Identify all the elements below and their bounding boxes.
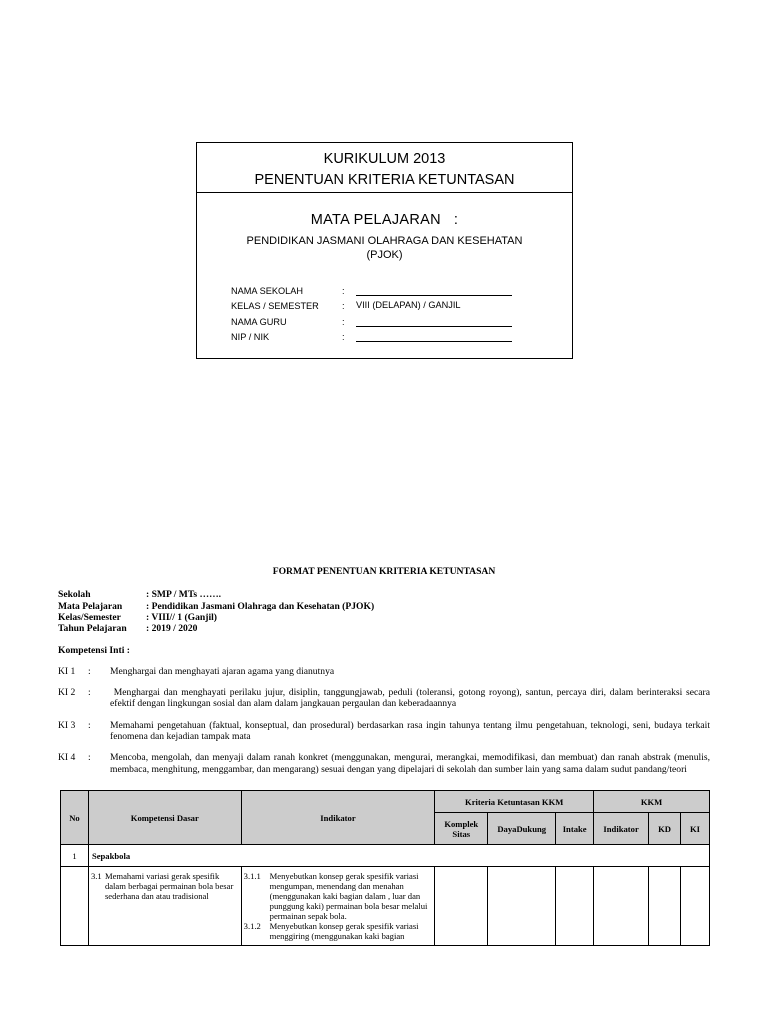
daya-dukung-cell: [488, 867, 556, 946]
ki-label: KI 3: [58, 719, 76, 731]
header-daya-dukung: DayaDukung: [488, 813, 556, 845]
cover-box: [196, 142, 573, 359]
info-value: : SMP / MTs …….: [146, 589, 222, 601]
ki-colon: :: [88, 665, 91, 677]
field-colon: :: [342, 285, 345, 296]
kd-number: 3.1: [90, 871, 102, 881]
info-row-kelas-semester: [58, 612, 710, 623]
ki-label: KI 1: [58, 665, 76, 677]
field-colon: :: [342, 316, 345, 327]
info-value: : VIII// 1 (Ganjil): [146, 611, 217, 623]
field-colon: :: [342, 301, 345, 311]
ki-label: KI 4: [58, 752, 76, 764]
header-kkm-indikator: Indikator: [594, 813, 649, 845]
indicator-cell: [241, 867, 435, 946]
indicator-number: 3.1.1: [243, 871, 261, 881]
ki-text: Mencoba, mengolah, dan menyaji dalam ranah konkret (menggunakan, mengurai, merangkai, memodifikasi, dan membuat) dan ranah abstrak (menulis, membaca, menghitung, menggambar, dan mengarang) sesuai dengan yang dipelajari di sekolah dan sumber lain yang sama dalam sudut pandang/teori: [110, 752, 710, 775]
ki-item-1: [58, 666, 710, 677]
section-number: 1: [61, 845, 89, 867]
field-label: KELAS / SEMESTER: [231, 301, 319, 311]
kd-text: Memahami variasi gerak spesifik dalam berbagai permainan bola besar sederhana dan atau tradisional: [104, 871, 234, 901]
field-value-line: [356, 316, 512, 327]
header-intake: Intake: [556, 813, 594, 845]
ki-item-4: [58, 752, 710, 775]
ki-item-3: [58, 720, 710, 743]
kkm-ki-cell: [681, 867, 710, 946]
header-komplek-sitas: Komplek Sitas: [435, 813, 488, 845]
empty-cell: [61, 867, 89, 946]
ki-heading: Kompetensi Inti :: [58, 645, 130, 657]
section-name: Sepakbola: [88, 845, 709, 867]
header-kkm-kd: KD: [649, 813, 681, 845]
field-label: NAMA GURU: [231, 316, 287, 327]
indicator-item: [242, 867, 435, 921]
ki-colon: :: [88, 752, 91, 764]
field-nip-nik: [231, 327, 512, 343]
header-row-1: [61, 791, 710, 813]
field-value: VIII (DELAPAN) / GANJIL: [356, 300, 461, 310]
field-kelas-semester: [231, 296, 512, 312]
kd-cell: [88, 867, 241, 946]
document-title: PENENTUAN KRITERIA KETUNTASAN: [254, 172, 515, 188]
header-kompetensi-dasar: Kompetensi Dasar: [88, 791, 241, 845]
info-row-mata-pelajaran: [58, 601, 710, 612]
info-row-sekolah: [58, 589, 710, 600]
info-row-tahun-pelajaran: [58, 623, 710, 634]
format-title: FORMAT PENENTUAN KRITERIA KETUNTASAN: [272, 566, 496, 577]
field-colon: :: [342, 332, 345, 342]
header-indikator: Indikator: [241, 791, 435, 845]
ki-item-2: [58, 687, 713, 710]
header-kkm-ki: KI: [681, 813, 710, 845]
ki-text: Menghargai dan menghayati ajaran agama yang dianutnya: [110, 665, 335, 677]
indicator-text: Menyebutkan konsep gerak spesifik variasi mengumpan, menendang dan menahan (menggunakan kaki bagian dalam , luar dan punggung kaki) permainan bola besar melalui permainan sepak bola.: [269, 871, 428, 921]
field-label: NIP / NIK: [231, 332, 270, 342]
info-block: [58, 589, 710, 634]
kkm-indikator-cell: [594, 867, 649, 946]
info-label: Tahun Pelajaran: [58, 623, 127, 635]
section-row: [61, 845, 710, 867]
ki-text: Memahami pengetahuan (faktual, konseptual, dan prosedural) berdasarkan rasa ingin tahunya tentang ilmu pengetahuan, teknologi, seni, budaya terkait fenomena dan kejadian tampak mata: [110, 719, 710, 742]
intake-cell: [556, 867, 594, 946]
indicator-number: 3.1.2: [243, 921, 261, 931]
info-value: : Pendidikan Jasmani Olahraga dan Kesehatan (PJOK): [146, 600, 375, 612]
info-label: Sekolah: [58, 589, 91, 601]
info-value: : 2019 / 2020: [146, 623, 198, 635]
header-kriteria: Kriteria Ketuntasan KKM: [435, 791, 594, 813]
ki-label: KI 2: [58, 687, 76, 699]
ki-text: Menghargai dan menghayati perilaku jujur, disiplin, tanggungjawab, peduli (toleransi, gotong royong), santun, percaya diri, dalam berinteraksi secara efektif dengan lingkungan sosial dan alam dalam jangkauan pergaulan dan keberadaannya: [110, 687, 713, 710]
info-label: Mata Pelajaran: [58, 600, 123, 612]
cover-fields: [231, 280, 512, 342]
ki-list: [58, 665, 713, 775]
cover-header: [197, 143, 572, 193]
format-section: [58, 566, 713, 775]
field-label: NAMA SEKOLAH: [231, 285, 303, 296]
kkm-kd-cell: [649, 867, 681, 946]
subject-name: [197, 234, 572, 262]
table-row: [61, 867, 710, 946]
indicator-text: Menyebutkan konsep gerak spesifik variasi menggiring (menggunakan kaki bagian: [269, 921, 419, 941]
ki-colon: :: [88, 687, 91, 699]
header-kkm: KKM: [594, 791, 710, 813]
field-nama-guru: [231, 311, 512, 327]
info-label: Kelas/Semester: [58, 611, 121, 623]
kd-item: [89, 867, 241, 905]
field-nama-sekolah: [231, 280, 512, 296]
field-value-line: [356, 331, 512, 342]
subject-name-line1: PENDIDIKAN JASMANI OLAHRAGA DAN KESEHATAN: [246, 235, 523, 247]
subject-name-line2: (PJOK): [366, 249, 403, 261]
komplek-cell: [435, 867, 488, 946]
curriculum-title: KURIKULUM 2013: [323, 151, 446, 167]
kkm-table: [60, 790, 710, 946]
header-no: No: [61, 791, 89, 845]
subject-heading: MATA PELAJARAN :: [310, 212, 459, 228]
ki-colon: :: [88, 719, 91, 731]
field-value-line: [356, 285, 512, 296]
indicator-item: [242, 921, 435, 941]
